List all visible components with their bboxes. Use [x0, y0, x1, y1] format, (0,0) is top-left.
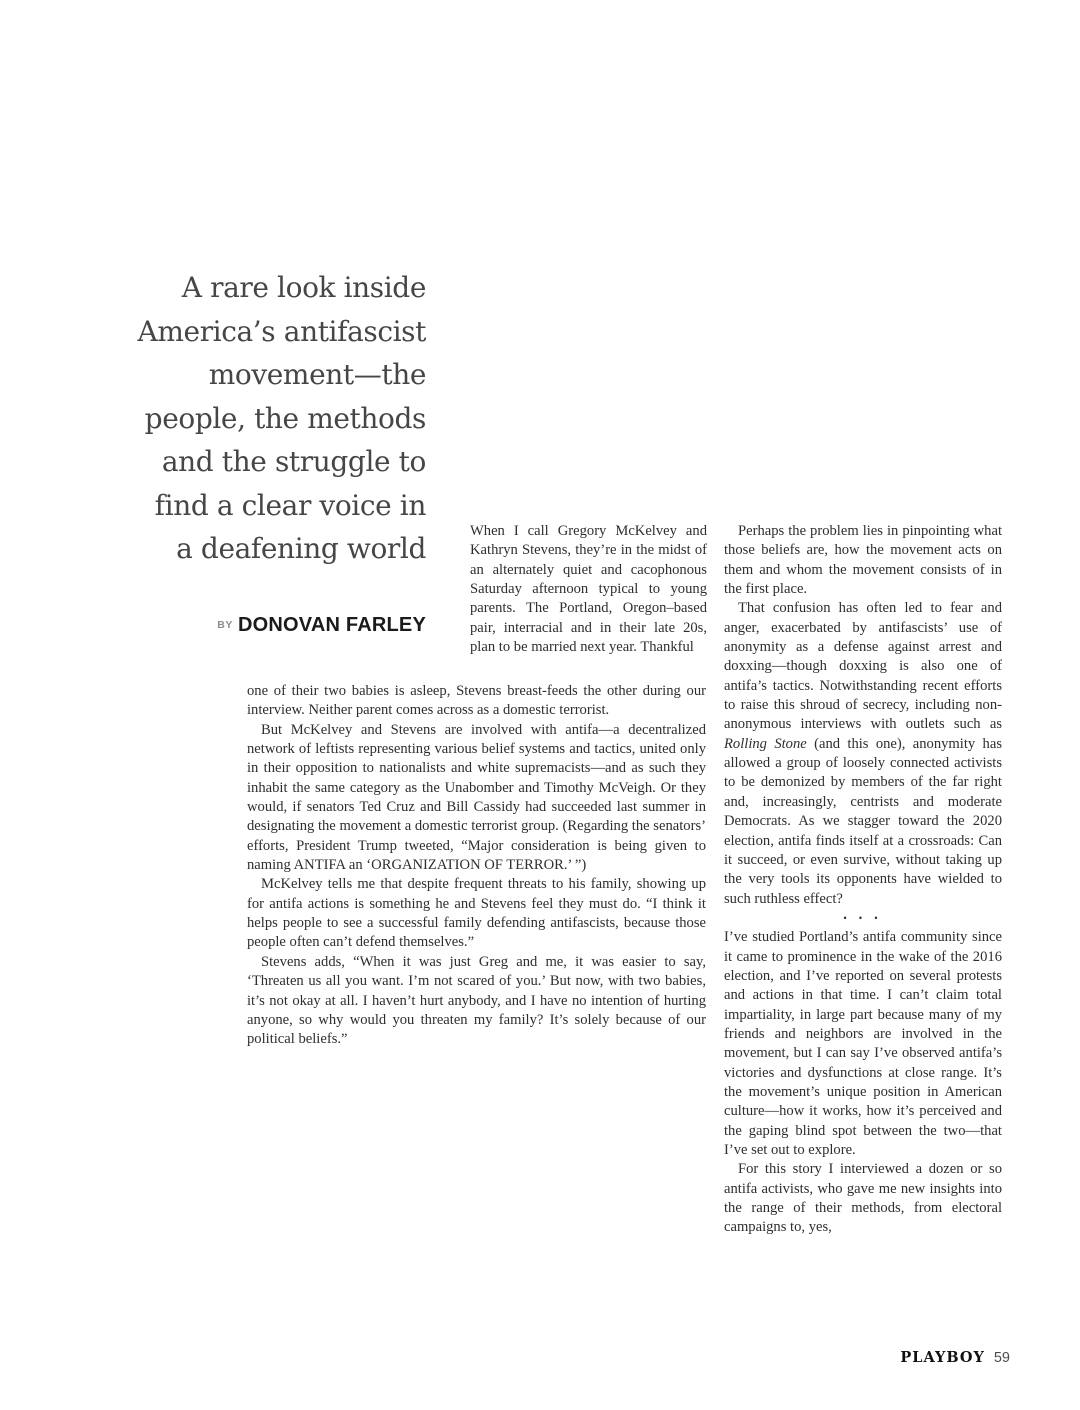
paragraph: But McKelvey and Stevens are involved with antifa—a decentralized network of leftists representing various belief systems and tactics, united only in their opposition to nationalists and white supremacists—and as such they inhabit the same category as the Unabomber and Timothy McVeigh. Or they would, if senators Ted Cruz and Bill Cassidy had succeeded last summer in designating the movement a domestic terrorist group. (Regarding the senators’ efforts, President Trump tweeted, “Major consideration is being given to naming ANTIFA an ‘ORGANIZATION OF TERROR.’ ”): [247, 721, 706, 874]
byline-prefix: BY: [217, 619, 233, 631]
paragraph: [724, 599, 1002, 909]
page-number: 59: [993, 1350, 1010, 1366]
paragraph: When I call Gregory McKelvey and Kathryn Stevens, they’re in the midst of an alternately quiet and cacophonous Saturday afternoon typical to young parents. The Portland, Oregon–based pair, interracial and in their late 20s, plan to be married next year. Thankful: [470, 523, 707, 656]
paragraph: For this story I interviewed a dozen or so antifa activists, who gave me new insights into the range of their methods, from electoral campaigns to, yes,: [724, 1161, 1002, 1236]
byline: [110, 614, 426, 637]
article-headline: [110, 266, 426, 571]
magazine-wordmark: PLAYBOY: [900, 1349, 985, 1366]
publication-title-italic: Rolling Stone: [724, 735, 807, 752]
headline-line: A rare look inside: [181, 271, 426, 304]
page-footer: [880, 1349, 1010, 1367]
section-break-dots: • • •: [843, 912, 883, 923]
headline-line: find a clear voice in: [154, 488, 426, 522]
paragraph: I’ve studied Portland’s antifa community since it came to prominence in the wake of the 2016 election, and I’ve reported on several protests and actions in that time. I can’t claim total impartiality, in large part because many of my friends and neighbors are involved in the movement, but I can say I’ve observed antifa’s victories and dysfunctions at close range. It’s the movement’s unique position in American culture—how it works, how it’s perceived and the gaping blind spot between the two—that I’ve set out to explore.: [724, 929, 1002, 1158]
paragraph: McKelvey tells me that despite frequent threats to his family, showing up for antifa actions is something he and Stevens feel they must do. “I think it helps people to see a successful family defending antifascists, because those people often can’t defend themselves.”: [247, 876, 706, 951]
intro-column: [470, 522, 707, 657]
headline-line: and the struggle to: [161, 445, 426, 478]
wide-text-block: [247, 682, 706, 1050]
byline-author: DONOVAN FARLEY: [238, 614, 426, 636]
paragraph: one of their two babies is asleep, Stevens breast-feeds the other during our interview. Neither parent comes across as a domestic terrorist.: [247, 683, 706, 719]
paragraph: Stevens adds, “When it was just Greg and me, it was easier to say, ‘Threaten us all you want. I’m not scared of you.’ But now, with two babies, it’s not okay at all. I haven’t hurt anybody, and I have no intention of hurting anyone, so why would you threaten my family? It’s solely because of our political beliefs.”: [247, 953, 706, 1048]
headline-line: movement—the: [208, 358, 426, 391]
paragraph: Perhaps the problem lies in pinpointing what those beliefs are, how the movement acts on them and whom the movement consists of in the first place.: [724, 523, 1002, 598]
headline-line: a deafening world: [176, 532, 426, 565]
paragraph-text: (and this one), anonymity has allowed a group of loosely connected activists to be demonized by members of the far right and, increasingly, centrists and moderate Democrats. As we stagger toward the 2020 election, antifa finds itself at a crossroads: Can it succeed, or even survive, without taking up the very tools its opponents have wielded to such ruthless effect?: [724, 735, 1002, 907]
right-column: [724, 522, 1002, 1238]
headline-line: people, the methods: [144, 401, 426, 435]
paragraph-text: That confusion has often led to fear and anger, exacerbated by antifascists’ use of anonymity as a defense against arrest and doxxing—though doxxing is also one of antifa’s tactics. Notwithstanding recent efforts to raise this shroud of secrecy, including non-anonymous interviews with outlets such as: [724, 600, 1002, 733]
headline-line: America’s antifascist: [137, 314, 426, 348]
